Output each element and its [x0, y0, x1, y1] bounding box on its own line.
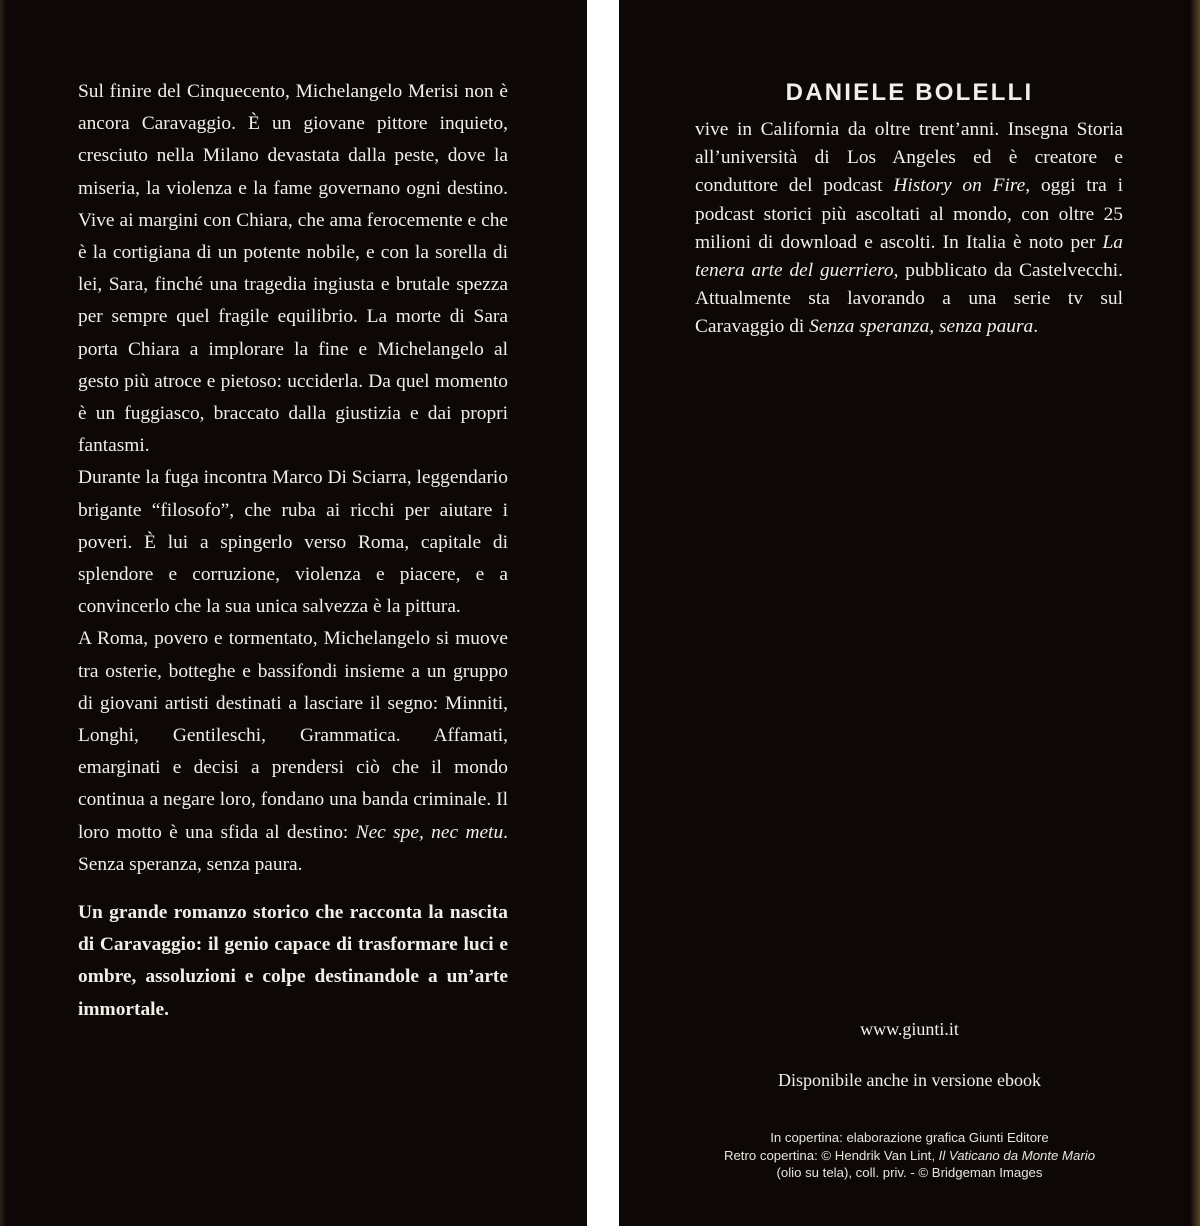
left-edge-strip: [0, 0, 6, 1226]
credits-line-3: (olio su tela), coll. priv. - © Bridgeman Images: [776, 1165, 1043, 1181]
credits-line-2: [619, 1147, 1200, 1165]
motto-latin: Nec spe, nec metu: [355, 821, 504, 843]
bio-book-title: La tenera arte del guerriero: [695, 231, 1123, 282]
credits-line-1: In copertina: elaborazione grafica Giunti Editore: [770, 1130, 1049, 1145]
painting-title: Il Vaticano da Monte Mario: [938, 1147, 1096, 1163]
author-bio: [695, 116, 1123, 342]
bio-series-title: Senza speranza, senza paura: [809, 316, 1034, 338]
cover-credits: [619, 1129, 1200, 1182]
bio-segment: vive in California da oltre trent’anni. Insegna Storia all’università di Los Angeles ed è creatore e conduttore del podcast: [695, 119, 1123, 197]
synopsis-paragraph-3: [78, 623, 508, 881]
publisher-website: www.giunti.it: [860, 1019, 959, 1039]
author-name: DANIELE BOLELLI: [785, 79, 1034, 106]
synopsis-paragraph-1: Sul finire del Cinquecento, Michelangelo Merisi non è ancora Caravaggio. È un giovane pittore inquieto, cresciuto nella Milano devastata dalla peste, dove la miseria, la violenza e la fame governano ogni destino. Vive ai margini con Chiara, che ama ferocemente e che è la cortigiana di un potente nobile, e con la sorella di lei, Sara, finché una tragedia ingiusta e brutale spezza per sempre quel fragile equilibrio. La morte di Sara porta Chiara a implorare la fine e Michelangelo al gesto più atroce e pietoso: ucciderla. Da quel momento è un fuggiasco, braccato dalla giustizia e dai propri fantasmi.: [78, 81, 508, 457]
bio-podcast-title: History on Fire: [893, 175, 1026, 197]
motto-translation: . Senza speranza, senza paura.: [78, 821, 508, 875]
tagline: Un grande romanzo storico che racconta la nascita di Caravaggio: il genio capace di trasformare luci e ombre, assoluzioni e colpe destinandole a un’arte immortale.: [78, 902, 508, 1020]
synopsis-paragraph-3-text: A Roma, povero e tormentato, Michelangelo si muove tra osterie, botteghe e bassifondi insieme a un gruppo di giovani artisti destinati a lasciare il segno: Minniti, Longhi, Gentileschi, Grammatica. Affamati, emarginati e decisi a prendersi ciò che il mondo continua a negare loro, fondano una banda criminale. Il loro motto è una sfida al destino:: [78, 628, 508, 843]
credits-line-2-prefix: Retro copertina: © Hendrik Van Lint,: [723, 1147, 939, 1163]
bio-segment: .: [1033, 316, 1039, 338]
front-flap: [0, 0, 587, 1226]
synopsis-paragraph-2: Durante la fuga incontra Marco Di Sciarra, leggendario brigante “filosofo”, che ruba ai ricchi per aiutare i poveri. È lui a spingerlo verso Roma, capitale di splendore e corruzione, violenza e piacere, e a convincerlo che la sua unica salvezza è la pittura.: [78, 467, 508, 618]
synopsis: [78, 76, 508, 881]
bio-segment: , oggi tra i podcast storici più ascoltati al mondo, con oltre 25 milioni di download e ascolti. In Italia è noto per: [695, 175, 1123, 253]
right-edge-strip: [1190, 0, 1200, 1226]
ebook-availability-note: Disponibile anche in versione ebook: [778, 1070, 1041, 1090]
bio-segment: , pubblicato da Castelvecchi. Attualmente sta lavorando a una serie tv sul Caravaggio di: [695, 260, 1123, 338]
